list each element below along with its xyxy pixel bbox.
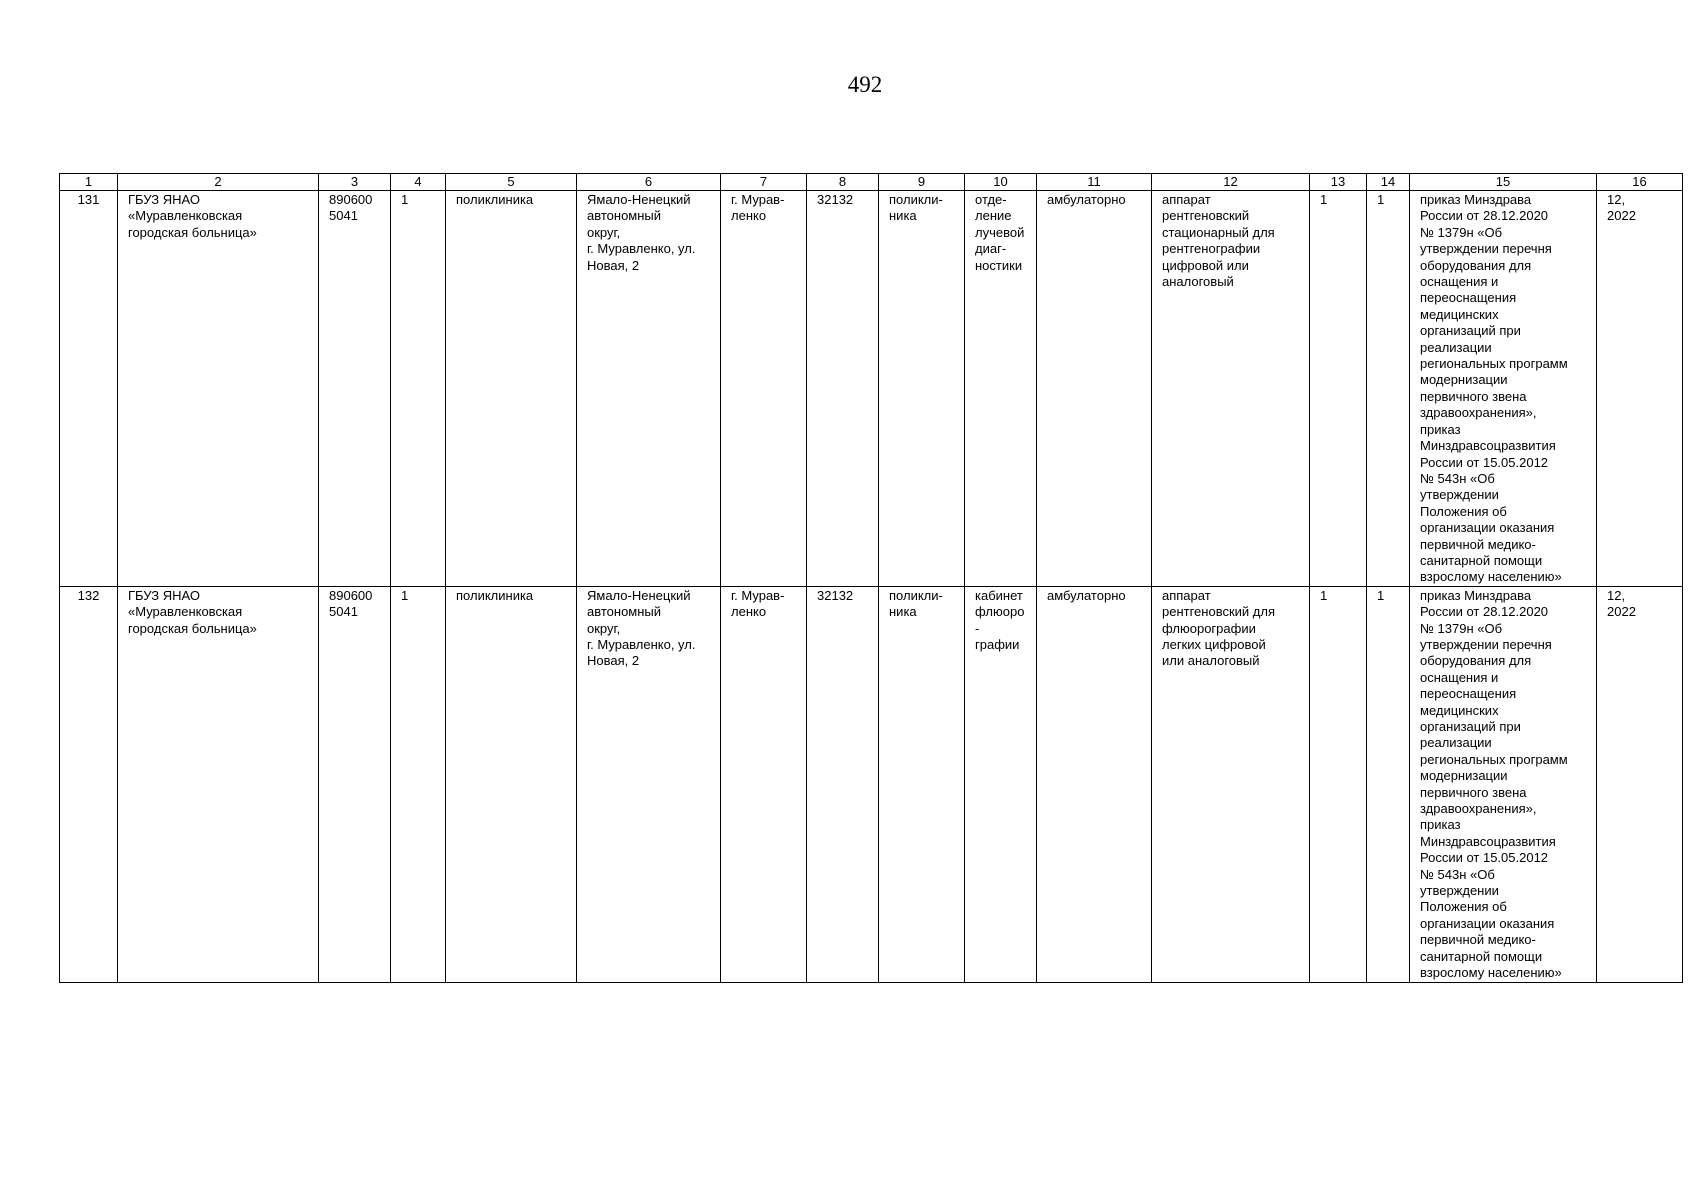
- column-header: 15: [1410, 174, 1597, 191]
- column-header: 3: [319, 174, 391, 191]
- column-header: 8: [807, 174, 879, 191]
- inn-cell: 890600 5041: [319, 191, 391, 587]
- column-header: 9: [879, 174, 965, 191]
- column-14-cell: 1: [1367, 586, 1410, 982]
- column-header: 7: [721, 174, 807, 191]
- column-header: 14: [1367, 174, 1410, 191]
- equipment-cell: аппарат рентгеновский стационарный для рентгенографии цифровой или аналоговый: [1152, 191, 1310, 587]
- legal-basis-cell: приказ Минздрава России от 28.12.2020 № 1379н «Об утверждении перечня оборудования для оснащения и переоснащения медицинских организаций при реализации региональных программ модернизации первичного звена здравоохранения», приказ Минздравсоцразвития России от 15.05.2012 № 543н «Об утверждении Положения об организации оказания первичной медико- санитарной помощи взрослому населению»: [1410, 586, 1597, 982]
- column-header: 5: [446, 174, 577, 191]
- code-cell: 32132: [807, 191, 879, 587]
- column-header: 2: [118, 174, 319, 191]
- organization-cell: ГБУЗ ЯНАО «Муравленковская городская больница»: [118, 586, 319, 982]
- column-13-cell: 1: [1310, 586, 1367, 982]
- address-cell: Ямало-Ненецкий автономный округ, г. Муравленко, ул. Новая, 2: [577, 586, 721, 982]
- code-cell: 32132: [807, 586, 879, 982]
- column-header: 16: [1597, 174, 1683, 191]
- care-mode-cell: амбулаторно: [1037, 586, 1152, 982]
- inn-cell: 890600 5041: [319, 586, 391, 982]
- column-header: 1: [60, 174, 118, 191]
- column-4-cell: 1: [391, 191, 446, 587]
- table-row: [60, 191, 1683, 587]
- column-13-cell: 1: [1310, 191, 1367, 587]
- unit-cell: поликли- ника: [879, 191, 965, 587]
- department-cell: отде- ление лучевой диаг- ностики: [965, 191, 1037, 587]
- column-header: 6: [577, 174, 721, 191]
- address-cell: Ямало-Ненецкий автономный округ, г. Муравленко, ул. Новая, 2: [577, 191, 721, 587]
- city-cell: г. Мурав- ленко: [721, 191, 807, 587]
- date-cell: 12, 2022: [1597, 586, 1683, 982]
- unit-cell: поликли- ника: [879, 586, 965, 982]
- column-header: 11: [1037, 174, 1152, 191]
- row-number-cell: 131: [60, 191, 118, 587]
- equipment-cell: аппарат рентгеновский для флюорографии легких цифровой или аналоговый: [1152, 586, 1310, 982]
- column-header: 12: [1152, 174, 1310, 191]
- header-row: [60, 174, 1683, 191]
- organization-cell: ГБУЗ ЯНАО «Муравленковская городская больница»: [118, 191, 319, 587]
- row-number-cell: 132: [60, 586, 118, 982]
- facility-type-cell: поликлиника: [446, 191, 577, 587]
- legal-basis-cell: приказ Минздрава России от 28.12.2020 № 1379н «Об утверждении перечня оборудования для оснащения и переоснащения медицинских организаций при реализации региональных программ модернизации первичного звена здравоохранения», приказ Минздравсоцразвития России от 15.05.2012 № 543н «Об утверждении Положения об организации оказания первичной медико- санитарной помощи взрослому населению»: [1410, 191, 1597, 587]
- department-cell: кабинет флюоро- графии: [965, 586, 1037, 982]
- column-header: 10: [965, 174, 1037, 191]
- equipment-table: [59, 173, 1683, 983]
- date-cell: 12, 2022: [1597, 191, 1683, 587]
- city-cell: г. Мурав- ленко: [721, 586, 807, 982]
- facility-type-cell: поликлиника: [446, 586, 577, 982]
- page-number: 492: [847, 72, 883, 97]
- column-header: 13: [1310, 174, 1367, 191]
- care-mode-cell: амбулаторно: [1037, 191, 1152, 587]
- column-4-cell: 1: [391, 586, 446, 982]
- table-row: [60, 586, 1683, 982]
- column-header: 4: [391, 174, 446, 191]
- column-14-cell: 1: [1367, 191, 1410, 587]
